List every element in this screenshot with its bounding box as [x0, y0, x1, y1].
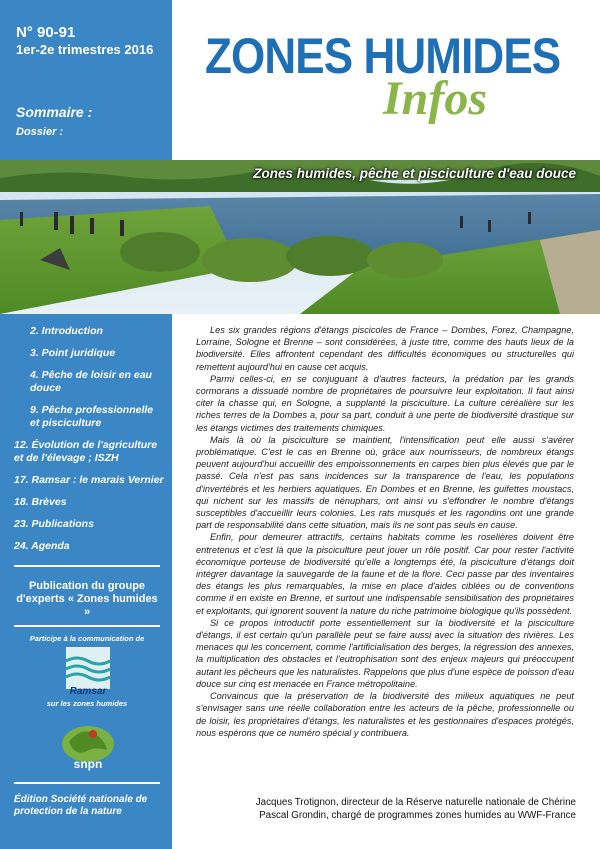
- signature-1: Jacques Trotignon, directeur de la Réserve naturelle nationale de Chérine: [255, 797, 576, 808]
- photo-caption: Zones humides, pêche et pisciculture d'eau douce: [253, 166, 576, 181]
- divider-top: [14, 565, 160, 567]
- dossier-label: Dossier :: [16, 126, 64, 138]
- issue-info: [16, 24, 153, 58]
- masthead-title: ZONES HUMIDES: [205, 28, 561, 84]
- ramsar-tagline: sur les zones humides: [46, 699, 128, 708]
- divider-middle: [14, 625, 160, 627]
- signatures: [246, 796, 576, 822]
- publication-note: Publication du groupe d'experts « Zones humides »: [16, 580, 158, 618]
- summary-item[interactable]: 12. Évolution de l'agriculture et de l'élevage ; ISZH: [14, 439, 158, 464]
- snpn-logo-icon: [55, 722, 121, 772]
- summary-item[interactable]: 17. Ramsar : le marais Vernier: [14, 474, 164, 486]
- edition-note: Édition Société nationale de protection de la nature: [14, 794, 148, 817]
- issue-quarter: 1er-2e trimestres 2016: [16, 42, 154, 57]
- masthead-subtitle: Infos: [383, 72, 488, 125]
- article-paragraph: Si ce propos introductif porte essentiellement sur la biodiversité et la pisciculture d'étangs, il est certain qu'un parallèle peut se faire aussi avec la situation des rivières. Les menaces qui les concernent, comme l'artificialisation des berges, la régression des annexes, la multiplication des obstacles et l'eutrophisation sont des enjeux majeurs qui préoccupent autant les pêcheurs que les naturalistes. Rappelons que plus d'une espèce de poisson d'eau douce sur cinq est menacée en France métropolitaine.: [196, 617, 574, 689]
- summary-item[interactable]: 9. Pêche professionnelle et pisciculture: [30, 404, 154, 429]
- issue-number: N° 90-91: [16, 24, 76, 41]
- summary-item[interactable]: 2. Introduction: [30, 325, 103, 337]
- summary-item[interactable]: 3. Point juridique: [30, 347, 116, 359]
- divider-bottom: [14, 782, 160, 784]
- snpn-text: snpn: [73, 757, 103, 771]
- article-paragraph: Mais là où la pisciculture se maintient, l'intensification peut elle aussi s'avérer problématique. C'est le cas en Brenne où, grâce aux nourrisseurs, de nombreux étangs peuvent aujourd'hui accueillir des empoissonnements en carpes bien plus élevés que par le passé. Cela n'est pas sans incidences sur la transparence de l'eau, les populations d'invertébrés et les herbiers aquatiques. En Dombes et en Brenne, les guifettes moustacs, qui nichent sur les massifs de nénuphars, ont ainsi vu s'effondrer le nombre d'étangs susceptibles d'accueillir leurs colonies. Les rats musqués et les ragondins ont une grande part de responsabilité dans cette situation, mais ils ne sont pas seuls en cause.: [196, 434, 574, 531]
- editorial-text: [196, 324, 574, 739]
- ramsar-name: Ramsar: [69, 686, 107, 697]
- summary-item[interactable]: 24. Agenda: [14, 540, 70, 552]
- summary-item[interactable]: 4. Pêche de loisir en eau douce: [30, 369, 152, 394]
- summary-item[interactable]: 23. Publications: [14, 518, 94, 530]
- summary-menu: [14, 325, 164, 562]
- article-paragraph: Enfin, pour demeurer attractifs, certains habitats comme les roselières doivent être entretenus et c'est là que la pisciculture peut jouer un rôle positif. Car pour rester l'activité économique porteuse de biodiversité qu'elle a longtemps été, la pisciculture d'étangs doit intégrer davantage la sauvegarde de la faune et de la flore. Ceci passe par des inventaires des étangs les plus remarquables, la mise en place d'aides ciblées ou de conventions comme il en existe en Brenne, et surtout une indispensable sensibilisation des propriétaires et exploitants, qui ignorent souvent la nature du riche patrimoine biologique qu'ils possèdent.: [196, 532, 574, 616]
- participe-label: Participe à la communication de: [29, 634, 145, 643]
- article-paragraph: Convaincus que la préservation de la biodiversité des milieux aquatiques ne peut s'envisager sans une réelle collaboration entre les acteurs de la pêche, professionnelle ou de loisir, les propriétaires d'étangs, les naturalistes et les gestionnaires d'espaces protégés, nous espérons que ce numéro spécial y contribuera.: [196, 691, 574, 738]
- sommaire-heading: Sommaire :: [16, 104, 93, 120]
- summary-item[interactable]: 18. Brèves: [14, 496, 67, 508]
- cover-photo: [0, 160, 600, 314]
- ramsar-logo-icon: [66, 647, 110, 689]
- pond-illustration: [0, 160, 600, 314]
- article-paragraph: Les six grandes régions d'étangs piscicoles de France – Dombes, Forez, Champagne, Lorraine, Sologne et Brenne – sont considérées, à juste titre, comme des hauts lieux de la biodiversité. Elles affrontent cependant des difficultés économiques ou structurelles qui remettent aujourd'hui en cause cet acquis.: [196, 325, 574, 372]
- masthead: [205, 28, 595, 125]
- article-paragraph: Parmi celles-ci, en se conjuguant à d'autres facteurs, la prédation par les grands cormorans a dissuadé nombre de propriétaires de poursuivre leur exploitation. Il faut ainsi citer la chasse qui, en Sologne, a supplanté la pisciculture. La culture céréalière sur les riches terres de la Dombes a, pour sa part, conduit à une perte de biodiversité drastique sur les étangs victimes des traitements chimiques.: [196, 373, 574, 433]
- signature-2: Pascal Grondin, chargé de programmes zones humides au WWF-France: [259, 810, 576, 821]
